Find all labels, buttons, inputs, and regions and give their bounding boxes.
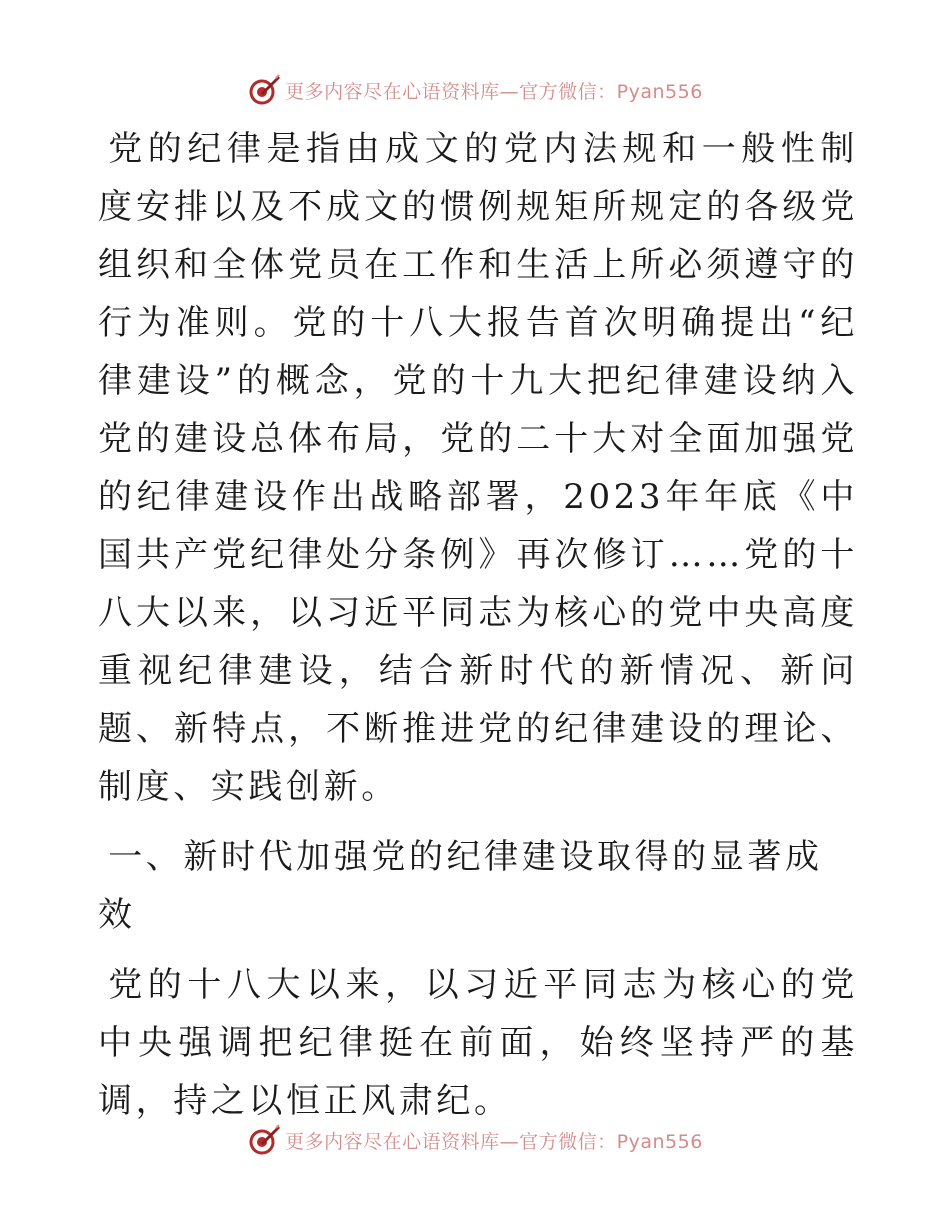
body-paragraph: 党的十八大以来，以习近平同志为核心的党中央强调把纪律挺在前面，始终坚持严的基调，持之以恒正风肃纪。 [98,965,858,1121]
watermark-text: 更多内容尽在心语资料库—官方微信：Pyan556 [285,80,703,103]
body-paragraph: 党的纪律是指由成文的党内法规和一般性制度安排以及不成文的惯例规矩所规定的各级党组织和全体党员在工作和生活上所必须遵守的行为准则。党的十八大报告首次明确提出“纪律建设”的概念，党的十九大把纪律建设纳入党的建设总体布局，党的二十大对全面加强党的纪律建设作出战略部署，2023年年底《中国共产党纪律处分条例》再次修订……党的十八大以来，以习近平同志为核心的党中央高度重视纪律建设，结合新时代的新情况、新问题、新特点，不断推进党的纪律建设的理论、制度、实践创新。 [98,129,858,807]
quill-pen-logo-icon [247,73,281,107]
watermark-text: 更多内容尽在心语资料库—官方微信：Pyan556 [285,1130,703,1153]
section-heading: 一、新时代加强党的纪律建设取得的显著成效 [98,837,823,935]
quill-pen-logo-icon [247,1123,281,1157]
header-watermark [0,70,950,110]
document-body [98,120,858,1130]
footer-watermark [0,1120,950,1160]
